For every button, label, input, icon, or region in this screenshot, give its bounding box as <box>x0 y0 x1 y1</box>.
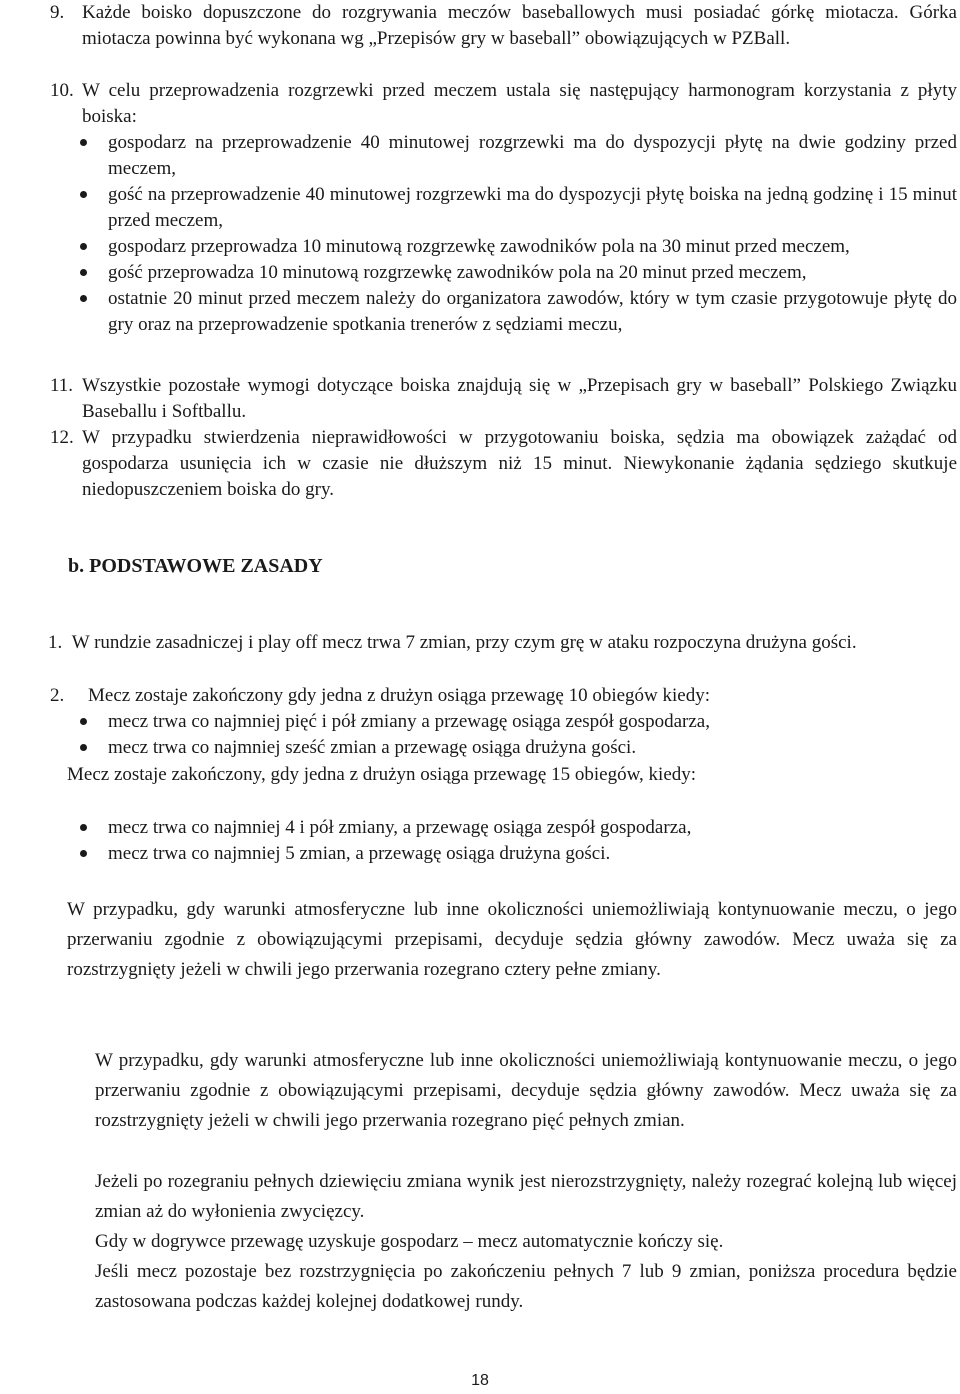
list-item-11 <box>50 373 957 425</box>
bullet-icon <box>80 269 87 276</box>
bullet-icon <box>80 824 87 831</box>
rule-1 <box>0 630 957 656</box>
item-number: 10. <box>50 80 74 101</box>
rule-text: Mecz zostaje zakończony gdy jedna z drużyn osiąga przewagę 10 obiegów kiedy: <box>88 685 711 706</box>
extra-innings-paragraph: Jeżeli po rozegraniu pełnych dziewięciu zmiana wynik jest nierozstrzygnięty, należy rozegrać kolejną lub więcej zmian aż do wyłonienia zwycięzcy. <box>95 1171 957 1222</box>
bullet-icon <box>80 718 87 725</box>
list-item: mecz trwa co najmniej 4 i pół zmiany, a przewagę osiąga zespół gospodarza, <box>80 815 957 841</box>
bullet-icon <box>80 744 87 751</box>
home-team-walkoff-paragraph: Gdy w dogrywce przewagę uzyskuje gospodarz – mecz automatycznie kończy się. <box>95 1231 724 1252</box>
bullet-icon <box>80 850 87 857</box>
item-text: Wszystkie pozostałe wymogi dotyczące boiska znajdują się w „Przepisach gry w baseball” Polskiego Związku Baseballu i Softballu. <box>82 375 957 422</box>
item-number: 12. <box>50 427 74 448</box>
list-item-12 <box>50 425 957 503</box>
list-item-9 <box>50 0 957 52</box>
list-item: gość przeprowadza 10 minutową rozgrzewkę zawodników pola na 20 minut przed meczem, <box>80 260 957 286</box>
list-item: mecz trwa co najmniej 5 zmian, a przewagę osiąga drużyna gości. <box>80 841 957 867</box>
warmup-schedule-list <box>80 130 957 338</box>
weather-paragraph-2: W przypadku, gdy warunki atmosferyczne lub inne okoliczności uniemożliwiają kontynuowanie meczu, o jego przerwaniu zgodnie z obowiązującymi przepisami, decyduje sędzia główny zawodów. Mecz uważa się za rozstrzygnięty jeżeli w chwili jego przerwania rozegrano pięć pełnych zmian. <box>95 1050 957 1131</box>
rule-2 <box>50 683 957 709</box>
tiebreak-procedure-paragraph: Jeśli mecz pozostaje bez rozstrzygnięcia po zakończeniu pełnych 7 lub 9 zmian, poniższa procedura będzie zastosowana podczas każdej kolejnej dodatkowej rundy. <box>95 1261 957 1312</box>
bullet-icon <box>80 139 87 146</box>
bullet-icon <box>80 191 87 198</box>
item-number: 11. <box>50 375 74 396</box>
rule-number: 1. <box>48 632 63 653</box>
list-item: gospodarz przeprowadza 10 minutową rozgrzewkę zawodników pola na 30 minut przed meczem, <box>80 234 957 260</box>
list-item: ostatnie 20 minut przed meczem należy do organizatora zawodów, który w tym czasie przygotowuje płytę do gry oraz na przeprowadzenie spotkania trenerów z sędziami meczu, <box>80 286 957 338</box>
page-number: 18 <box>471 1372 489 1389</box>
bullet-icon <box>80 295 87 302</box>
item-number: 9. <box>50 2 65 23</box>
item-text: W celu przeprowadzenia rozgrzewki przed meczem ustala się następujący harmonogram korzystania z płyty boiska: <box>82 80 957 127</box>
item-text: W przypadku stwierdzenia nieprawidłowości w przygotowaniu boiska, sędzia ma obowiązek zażądać od gospodarza usunięcia ich w czasie nie dłuższym niż 15 minut. Niewykonanie żądania sędziego skutkuje niedopuszczeniem boiska do gry. <box>82 427 957 500</box>
item-text: Każde boisko dopuszczone do rozgrywania meczów baseballowych musi posiadać górkę miotacza. Górka miotacza powinna być wykonana wg „Przepisów gry w baseball” obowiązujących w PZBall. <box>82 2 957 49</box>
section-heading: b. PODSTAWOWE ZASADY <box>68 555 323 577</box>
list-item: mecz trwa co najmniej sześć zmian a przewagę osiąga drużyna gości. <box>80 735 957 761</box>
rule-number: 2. <box>50 685 65 706</box>
fifteen-run-rule-list <box>80 815 957 867</box>
bullet-icon <box>80 243 87 250</box>
list-item: gospodarz na przeprowadzenie 40 minutowej rozgrzewki ma do dyspozycji płytę na dwie godziny przed meczem, <box>80 130 957 182</box>
list-item-10 <box>50 78 957 130</box>
list-item: gość na przeprowadzenie 40 minutowej rozgrzewki ma do dyspozycji płytę boiska na jedną godzinę i 15 minut przed meczem, <box>80 182 957 234</box>
rule-text: W rundzie zasadniczej i play off mecz trwa 7 zmian, przy czym grę w ataku rozpoczyna drużyna gości. <box>71 632 857 653</box>
list-item: mecz trwa co najmniej pięć i pół zmiany a przewagę osiąga zespół gospodarza, <box>80 709 957 735</box>
ten-run-rule-list <box>80 709 957 761</box>
weather-paragraph-1: W przypadku, gdy warunki atmosferyczne lub inne okoliczności uniemożliwiają kontynuowanie meczu, o jego przerwaniu zgodnie z obowiązującymi przepisami, decyduje sędzia główny zawodów. Mecz uważa się za rozstrzygnięty jeżeli w chwili jego przerwania rozegrano cztery pełne zmiany. <box>67 899 957 980</box>
fifteen-run-rule-intro: Mecz zostaje zakończony, gdy jedna z drużyn osiąga przewagę 15 obiegów, kiedy: <box>67 764 697 785</box>
